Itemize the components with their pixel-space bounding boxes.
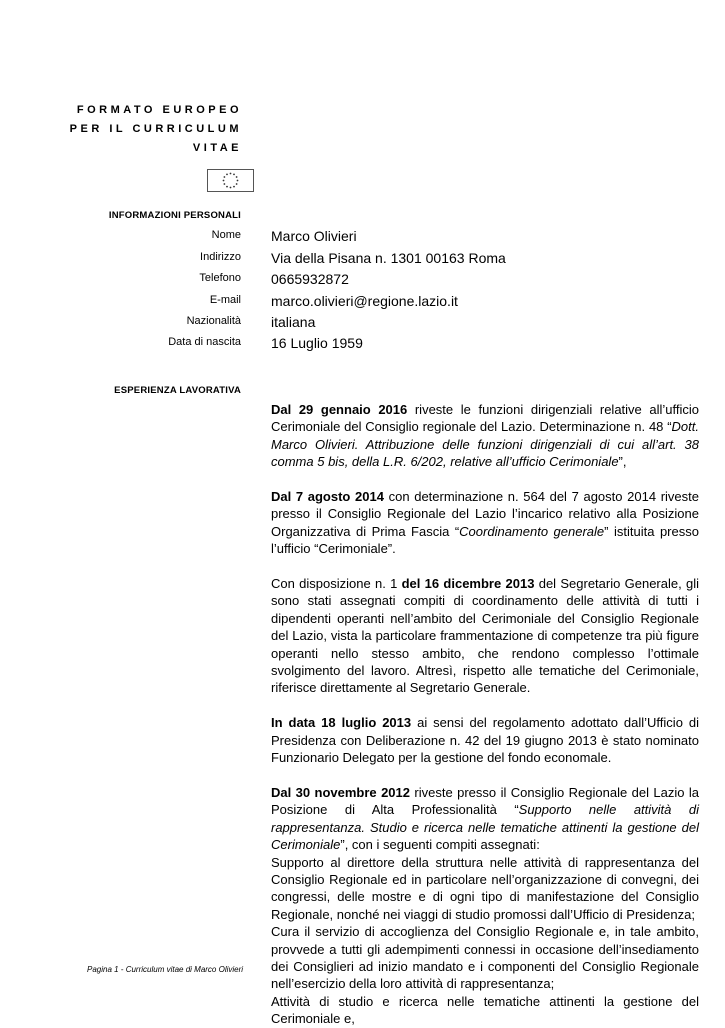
experience-paragraph-4	[271, 714, 699, 766]
field-value-phone: 0665932872	[271, 271, 349, 287]
field-label-address: Indirizzo	[200, 251, 241, 263]
p3-text-2: del Segretario Generale, gli sono stati assegnati compiti di coordinamento delle attività di tutti i dipendenti operanti nell’ambito del Cerimoniale del Consiglio Regionale del Lazio, vista la particolare frammentazione di competenze tra più figure operanti nello stesso ambito, che rendono complesso l’ottimale svolgimento del lavoro. Altresì, rispetto alle tematiche del Cerimoniale, riferisce direttamente al Segretario Generale.	[271, 576, 699, 696]
p1-text-2: ”,	[618, 454, 627, 470]
experience-paragraph-3	[271, 575, 699, 697]
p3-bold: del 16 dicembre 2013	[401, 576, 535, 592]
field-label-birthdate: Data di nascita	[168, 336, 241, 348]
p1-bold: Dal 29 gennaio 2016	[271, 402, 408, 417]
cv-title-line3: VITAE	[192, 142, 242, 154]
p5-text-1: riveste presso il Consiglio Regionale del Lazio la Posizione di Alta Professionalità “	[271, 784, 699, 818]
field-label-phone: Telefono	[199, 272, 241, 284]
experience-paragraph-1	[271, 401, 699, 471]
p4-text-1: ai sensi del regolamento adottato dall’Ufficio di Presidenza con Deliberazione n. 42 del 19 giugno 2013 è stato nominato Funzionario Delegato per la gestione del fondo economale.	[271, 715, 699, 766]
page-footer: Pagina 1 - Curriculum vitae di Marco Olivieri	[87, 965, 244, 974]
p5-text-2: ”, con i seguenti compiti assegnati:	[340, 837, 540, 853]
p5-task-3: Attività di studio e ricerca nelle tematiche attinenti la gestione del Cerimoniale e,	[271, 993, 699, 1027]
p5-task-1: Supporto al direttore della struttura nelle attività di rappresentanza del Consiglio Regionale ed in particolare nell’organizzazione di convegni, dei congressi, delle mostre e di ogni tipo di manifestazione del Consiglio Regionale, nonché nei viaggi di studio promossi dall’Ufficio di Presidenza;	[271, 854, 699, 922]
field-label-name: Nome	[211, 229, 241, 241]
field-label-nationality: Nazionalità	[186, 315, 241, 327]
cv-title-line2: PER IL CURRICULUM	[69, 123, 242, 135]
experience-heading: ESPERIENZA LAVORATIVA	[114, 385, 241, 396]
experience-paragraph-5	[271, 784, 699, 1028]
p2-text-1: con determinazione n. 564 del 7 agosto 2014 riveste presso il Consiglio Regionale del Lazio l’incarico relativo alla Posizione Organizzativa di Prima Fascia “	[271, 489, 700, 539]
p5-task-2: Cura il servizio di accoglienza del Consiglio Regionale e, in tale ambito, provvede a tutti gli adempimenti connessi in occasione dell’insediamento dei Consiglieri ad inizio mandato e i componenti del Consiglio Regionale nell’esercizio della loro attività di rappresentanza;	[271, 924, 699, 992]
experience-paragraph-2	[271, 488, 699, 558]
eu-flag-icon	[207, 169, 254, 192]
field-value-email[interactable]: marco.olivieri@regione.lazio.it	[271, 293, 458, 309]
p2-italic: Coordinamento generale	[459, 523, 605, 539]
p1-italic: Dott. Marco Olivieri. Attribuzione delle funzioni dirigenziali di cui all’art. 38 comma 5 bis, della L.R. 6/202, relative all’ufficio Cerimoniale	[271, 419, 699, 470]
field-label-email: E-mail	[209, 294, 241, 306]
field-value-nationality: italiana	[271, 314, 316, 330]
field-value-address: Via della Pisana n. 1301 00163 Roma	[271, 250, 506, 266]
field-value-name: Marco Olivieri	[271, 228, 357, 244]
cv-title-line1: FORMATO EUROPEO	[76, 104, 242, 116]
p5-italic: Supporto nelle attività di rappresentanza. Studio e ricerca nelle tematiche attinenti la gestione del Cerimoniale	[271, 802, 699, 853]
p2-text-2: ” istituita presso l’ufficio “Cerimoniale”.	[271, 523, 699, 557]
p4-bold: In data 18 luglio 2013	[271, 715, 412, 731]
personal-info-heading: INFORMAZIONI PERSONALI	[108, 210, 241, 221]
p5-bold: Dal 30 novembre 2012	[271, 784, 410, 800]
field-value-birthdate: 16 Luglio 1959	[271, 335, 363, 351]
p2-bold: Dal 7 agosto 2014	[271, 489, 384, 505]
p1-text-1: riveste le funzioni dirigenziali relative all’ufficio Cerimoniale del Consiglio regionale del Lazio. Determinazione n. 48 “	[271, 402, 699, 435]
experience-body	[271, 401, 699, 1028]
cv-title	[42, 101, 242, 158]
p3-text-1: Con disposizione n. 1	[271, 576, 402, 592]
